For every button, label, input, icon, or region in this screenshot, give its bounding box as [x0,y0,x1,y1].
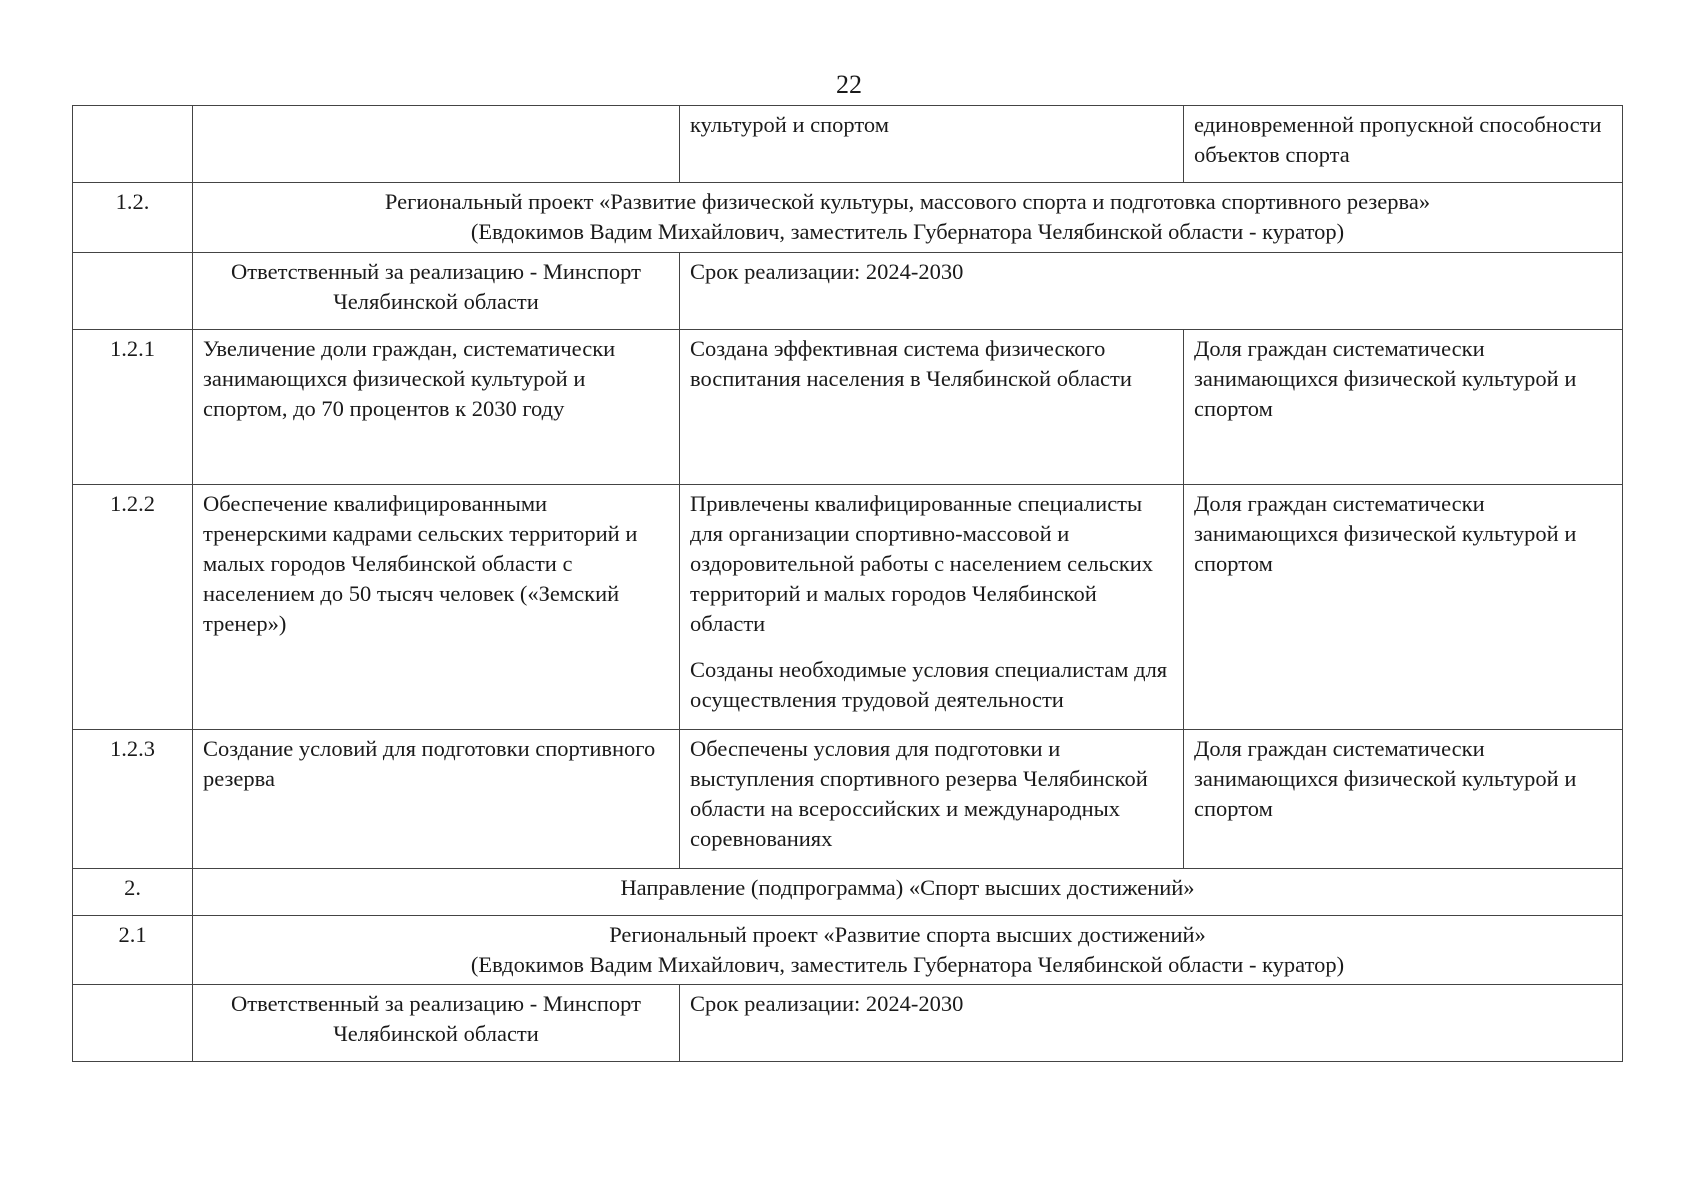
result-cell [680,330,1184,485]
task-text: Создание условий для подготовки спортивного резерва [203,736,656,791]
section-title-cell [193,916,1623,985]
row-number: 1.2. [73,183,193,253]
task-text: Обеспечение квалифицированными тренерскими кадрами сельских территорий и малых городов Челябинской области с населением до 50 тысяч человек («Земский тренер») [203,491,638,636]
table-row [73,106,1623,183]
result-text: Обеспечены условия для подготовки и выступления спортивного резерва Челябинской области на всероссийских и международных соревнованиях [690,736,1148,851]
task-cell [193,730,680,869]
indicator-text: Доля граждан систематически занимающихся физической культурой и спортом [1194,336,1577,421]
responsible-row [73,985,1623,1062]
measures-table [72,105,1623,1062]
table-row [73,485,1623,730]
section-title-cell [193,183,1623,253]
indicator-text: Доля граждан систематически занимающихся физической культурой и спортом [1194,491,1577,576]
term-cell [680,253,1623,330]
result-text: Созданы необходимые условия специалистам для осуществления трудовой деятельности [690,657,1168,712]
responsible-text: Челябинской области [333,289,539,314]
section-row [73,869,1623,916]
project-title: Региональный проект «Развитие физической культуры, массового спорта и подготовка спортивного резерва» [384,189,1431,214]
responsible-text: Ответственный за реализацию - Минспорт [231,259,641,284]
row-number [73,106,193,183]
indicator-cell [1184,330,1623,485]
task-cell [193,330,680,485]
row-number: 2.1 [73,916,193,985]
project-curator: (Евдокимов Вадим Михайлович, заместитель Губернатора Челябинской области - куратор) [470,219,1345,244]
task-text: Увеличение доли граждан, систематически занимающихся физической культурой и спортом, до 70 процентов к 2030 году [203,336,616,421]
responsible-cell [193,253,680,330]
indicator-text: единовременной пропускной способности объектов спорта [1194,112,1602,167]
row-number: 2. [73,869,193,916]
term-cell [680,985,1623,1062]
indicator-cell [1184,485,1623,730]
responsible-cell [193,985,680,1062]
task-cell [193,485,680,730]
result-cell [680,730,1184,869]
result-text: культурой и спортом [690,112,889,137]
term-text: Срок реализации: 2024-2030 [690,259,964,284]
row-number: 1.2.1 [73,330,193,485]
result-text: Привлечены квалифицированные специалисты для организации спортивно-массовой и оздоровительной работы с населением сельских территорий и малых городов Челябинской области [690,491,1154,636]
responsible-row [73,253,1623,330]
page-number: 22 [836,70,862,99]
project-curator: (Евдокимов Вадим Михайлович, заместитель Губернатора Челябинской области - куратор) [470,952,1345,977]
result-cell [680,106,1184,183]
indicator-cell [1184,106,1623,183]
result-cell [680,485,1184,730]
direction-title: Направление (подпрограмма) «Спорт высших достижений» [620,875,1195,900]
indicator-cell [1184,730,1623,869]
table-row [73,730,1623,869]
row-number [73,985,193,1062]
task-cell [193,106,680,183]
section-row [73,916,1623,985]
section-title-cell [193,869,1623,916]
section-row [73,183,1623,253]
row-number: 1.2.3 [73,730,193,869]
responsible-text: Челябинской области [333,1021,539,1046]
row-number: 1.2.2 [73,485,193,730]
indicator-text: Доля граждан систематически занимающихся физической культурой и спортом [1194,736,1577,821]
project-title: Региональный проект «Развитие спорта высших достижений» [609,922,1206,947]
result-text: Создана эффективная система физического воспитания населения в Челябинской области [690,336,1132,391]
table-row [73,330,1623,485]
responsible-text: Ответственный за реализацию - Минспорт [231,991,641,1016]
row-number [73,253,193,330]
term-text: Срок реализации: 2024-2030 [690,991,964,1016]
